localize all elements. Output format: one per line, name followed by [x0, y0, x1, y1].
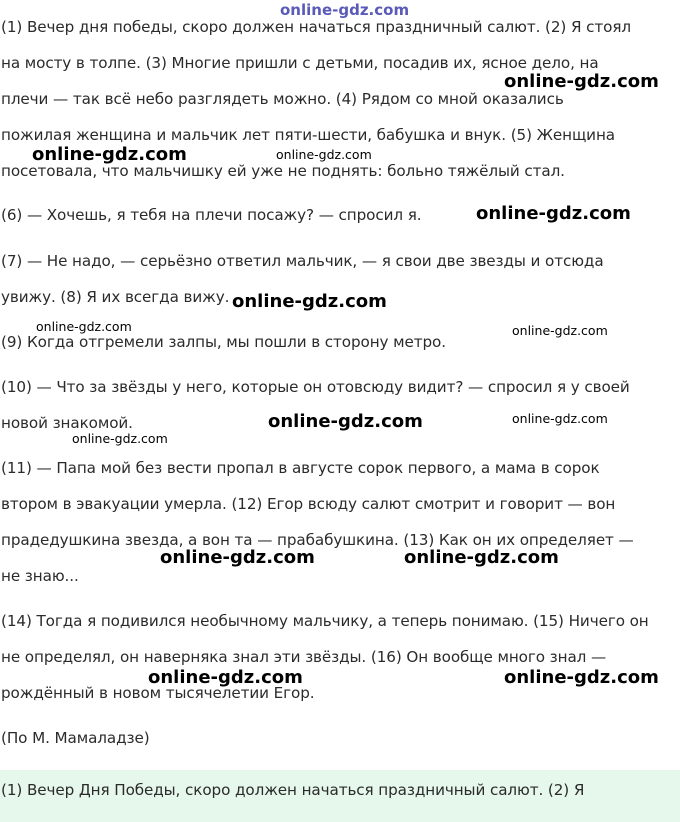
- text-line: посетовала, что мальчишку ей уже не поднять: больно тяжёлый стал.: [1, 162, 565, 180]
- source-citation: (По М. Мамаладзе): [1, 729, 150, 747]
- text-line: прадедушкина звезда, а вон та — прабабушкина. (13) Как он их определяет —: [1, 531, 634, 549]
- watermark: online-gdz.com: [512, 411, 608, 426]
- watermark: online-gdz.com: [232, 291, 387, 312]
- text-line: на мосту в толпе. (3) Многие пришли с детьми, посадив их, ясное дело, на: [1, 54, 599, 72]
- text-line: новой знакомой.: [1, 414, 133, 432]
- watermark: online-gdz.com: [160, 547, 315, 568]
- text-line: (1) Вечер дня победы, скоро должен начаться праздничный салют. (2) Я стоял: [1, 18, 632, 36]
- watermark: online-gdz.com: [148, 667, 303, 688]
- watermark: online-gdz.com: [504, 71, 659, 92]
- text-line: (10) — Что за звёзды у него, которые он отовсюду видит? — спросил я у своей: [1, 378, 630, 396]
- text-line: (9) Когда отгремели залпы, мы пошли в сторону метро.: [1, 333, 446, 351]
- text-line: пожилая женщина и мальчик лет пяти-шести, бабушка и внук. (5) Женщина: [1, 126, 615, 144]
- text-line: плечи — так всё небо разглядеть можно. (4) Рядом со мной оказались: [1, 90, 564, 108]
- watermark: online-gdz.com: [476, 203, 631, 224]
- watermark: online-gdz.com: [404, 547, 559, 568]
- text-line: не знаю...: [1, 567, 79, 585]
- text-line: не определял, он наверняка знал эти звёзды. (16) Он вообще много знал —: [1, 648, 607, 666]
- text-line: (7) — Не надо, — серьёзно ответил мальчик, — я свои две звезды и отсюда: [1, 252, 604, 270]
- text-line: рождённый в новом тысячелетии Егор.: [1, 684, 315, 702]
- text-line: (1) Вечер Дня Победы, скоро должен начаться праздничный салют. (2) Я: [1, 781, 585, 799]
- watermark: online-gdz.com: [72, 431, 168, 446]
- watermark: online-gdz.com: [276, 147, 372, 162]
- text-line: (14) Тогда я подивился необычному мальчику, а теперь понимаю. (15) Ничего он: [1, 612, 649, 630]
- watermark: online-gdz.com: [32, 144, 187, 165]
- watermark: online-gdz.com: [36, 319, 132, 334]
- watermark: online-gdz.com: [280, 1, 410, 19]
- text-line: (11) — Папа мой без вести пропал в августе сорок первого, а мама в сорок: [1, 459, 600, 477]
- watermark: online-gdz.com: [504, 667, 659, 688]
- text-line: втором в эвакуации умерла. (12) Егор всюду салют смотрит и говорит — вон: [1, 495, 616, 513]
- text-line: (6) — Хочешь, я тебя на плечи посажу? — спросил я.: [1, 206, 422, 224]
- watermark: online-gdz.com: [512, 323, 608, 338]
- watermark: online-gdz.com: [268, 411, 423, 432]
- text-line: увижу. (8) Я их всегда вижу.: [1, 288, 230, 306]
